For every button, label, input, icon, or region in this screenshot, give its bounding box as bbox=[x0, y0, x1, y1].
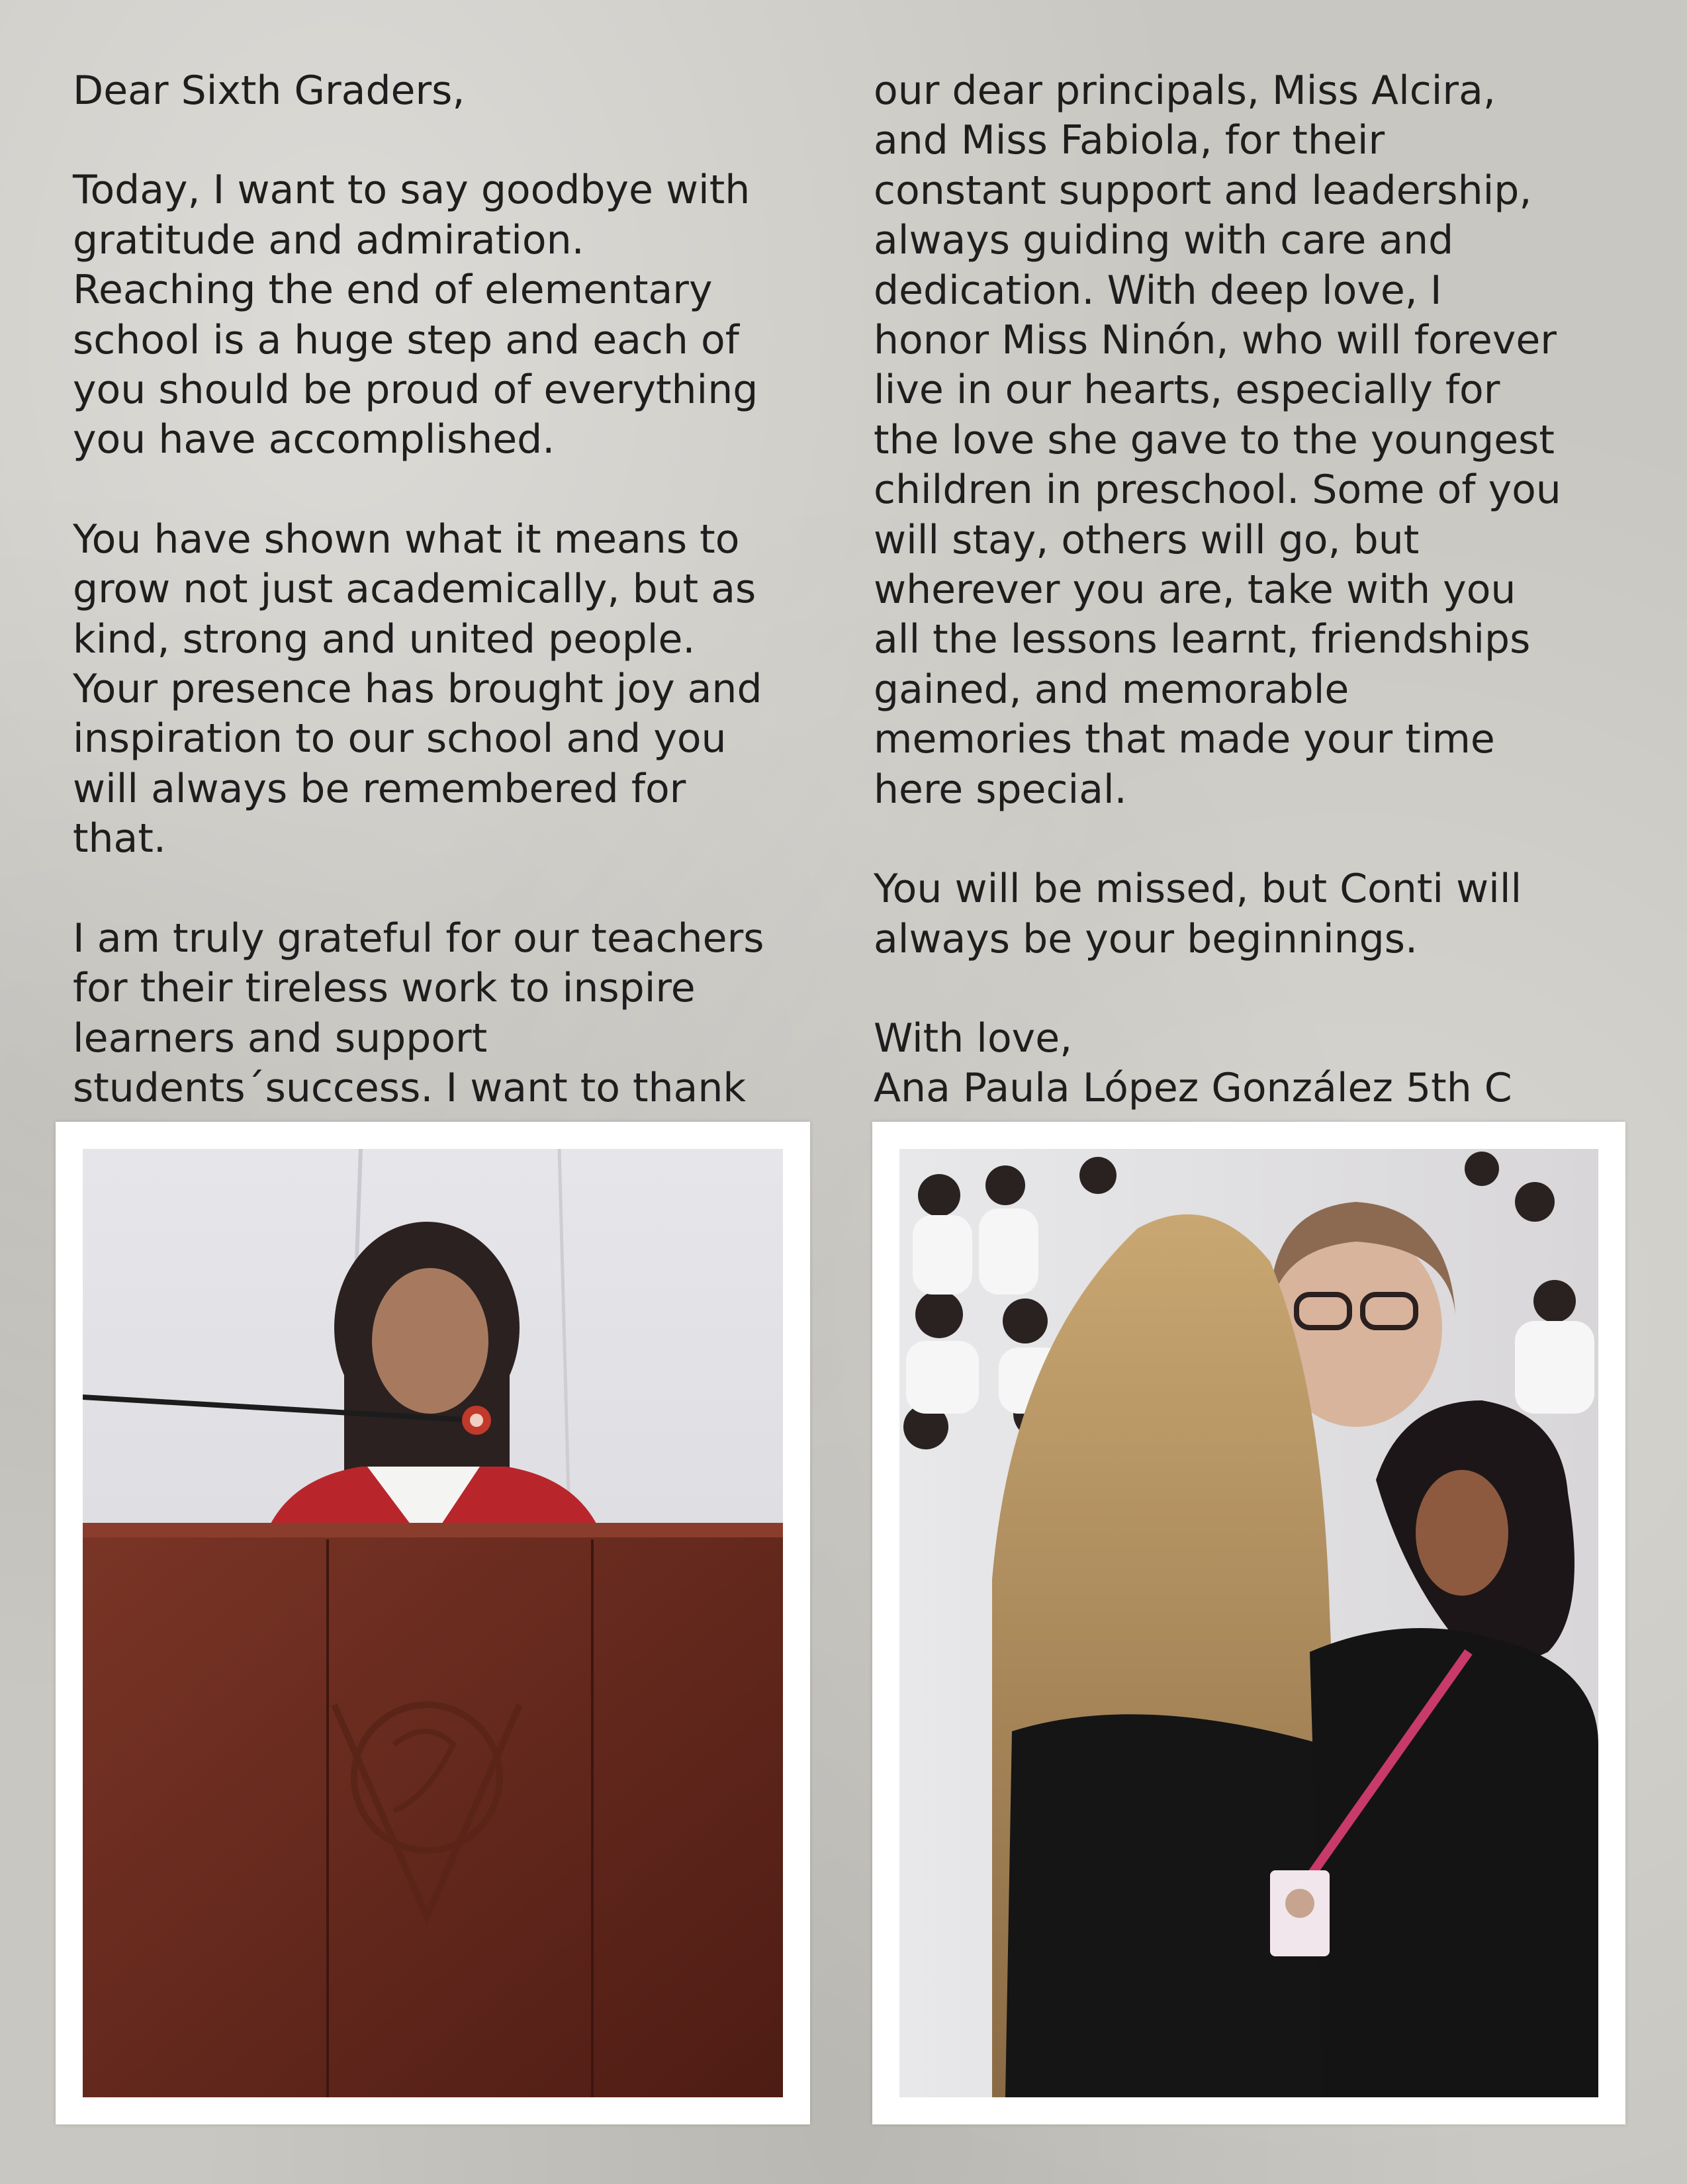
letter-line: honor Miss Ninón, who will forever bbox=[874, 317, 1557, 364]
letter-line: students´success. I want to thank bbox=[73, 1064, 747, 1111]
letter-line: always guiding with care and bbox=[874, 217, 1454, 264]
letter-line: for their tireless work to inspire bbox=[73, 965, 696, 1012]
letter-paragraph bbox=[874, 864, 1641, 964]
letter-line: Your presence has brought joy and bbox=[73, 666, 762, 713]
letter-line: With love, bbox=[874, 1015, 1073, 1062]
letter-signature bbox=[874, 1014, 1641, 1114]
letter-line: our dear principals, Miss Alcira, bbox=[874, 68, 1496, 114]
letter-line: will always be remembered for bbox=[73, 765, 686, 812]
letter-line: here special. bbox=[874, 766, 1127, 813]
letter-paragraph bbox=[874, 66, 1641, 815]
letter-line: always be your beginnings. bbox=[874, 915, 1418, 962]
photo-frame-right bbox=[872, 1122, 1625, 2124]
letter-line: wherever you are, take with you bbox=[874, 567, 1516, 614]
letter-line: Dear Sixth Graders, bbox=[73, 68, 465, 114]
letter-line: the love she gave to the youngest bbox=[874, 416, 1555, 463]
letter-line: all the lessons learnt, friendships bbox=[874, 616, 1531, 663]
letter-line: Reaching the end of elementary bbox=[73, 267, 713, 314]
podium-photo-illustration bbox=[83, 1149, 783, 2097]
letter-line: that. bbox=[73, 815, 166, 862]
letter-line: kind, strong and united people. bbox=[73, 615, 696, 662]
hug-photo-illustration bbox=[899, 1149, 1598, 2097]
letter-paragraph bbox=[73, 165, 841, 465]
letter-paragraph bbox=[73, 914, 841, 1114]
letter-line: will stay, others will go, but bbox=[874, 516, 1420, 563]
letter-line: school is a huge step and each of bbox=[73, 316, 739, 363]
letter-line: you have accomplished. bbox=[73, 416, 555, 463]
letter-line: You have shown what it means to bbox=[73, 516, 740, 563]
letter-line: inspiration to our school and you bbox=[73, 715, 727, 762]
teachers-hugging-photo bbox=[899, 1149, 1598, 2097]
letter-left-column bbox=[73, 66, 841, 1163]
letter-right-column bbox=[874, 66, 1641, 1163]
letter-paragraph bbox=[73, 515, 841, 864]
letter-line: gratitude and admiration. bbox=[73, 216, 584, 263]
letter-line: I am truly grateful for our teachers bbox=[73, 915, 764, 962]
letter-line: memories that made your time bbox=[874, 716, 1495, 763]
letter-line: and Miss Fabiola, for their bbox=[874, 117, 1385, 164]
student-at-podium-photo bbox=[83, 1149, 783, 2097]
letter-line: You will be missed, but Conti will bbox=[874, 866, 1522, 913]
letter-line: Today, I want to say goodbye with bbox=[73, 167, 751, 214]
letter-line: learners and support bbox=[73, 1015, 488, 1062]
letter-paragraph bbox=[73, 66, 841, 116]
letter-line: you should be proud of everything bbox=[73, 367, 758, 414]
letter-line: live in our hearts, especially for bbox=[874, 367, 1500, 414]
letter-line: grow not just academically, but as bbox=[73, 566, 756, 613]
photo-frame-left bbox=[56, 1122, 810, 2124]
letter-line: constant support and leadership, bbox=[874, 167, 1532, 214]
letter-line: children in preschool. Some of you bbox=[874, 467, 1561, 514]
signature-name: Ana Paula López González 5th C bbox=[874, 1065, 1512, 1112]
letter-line: gained, and memorable bbox=[874, 666, 1349, 713]
letter-line: dedication. With deep love, I bbox=[874, 267, 1442, 314]
